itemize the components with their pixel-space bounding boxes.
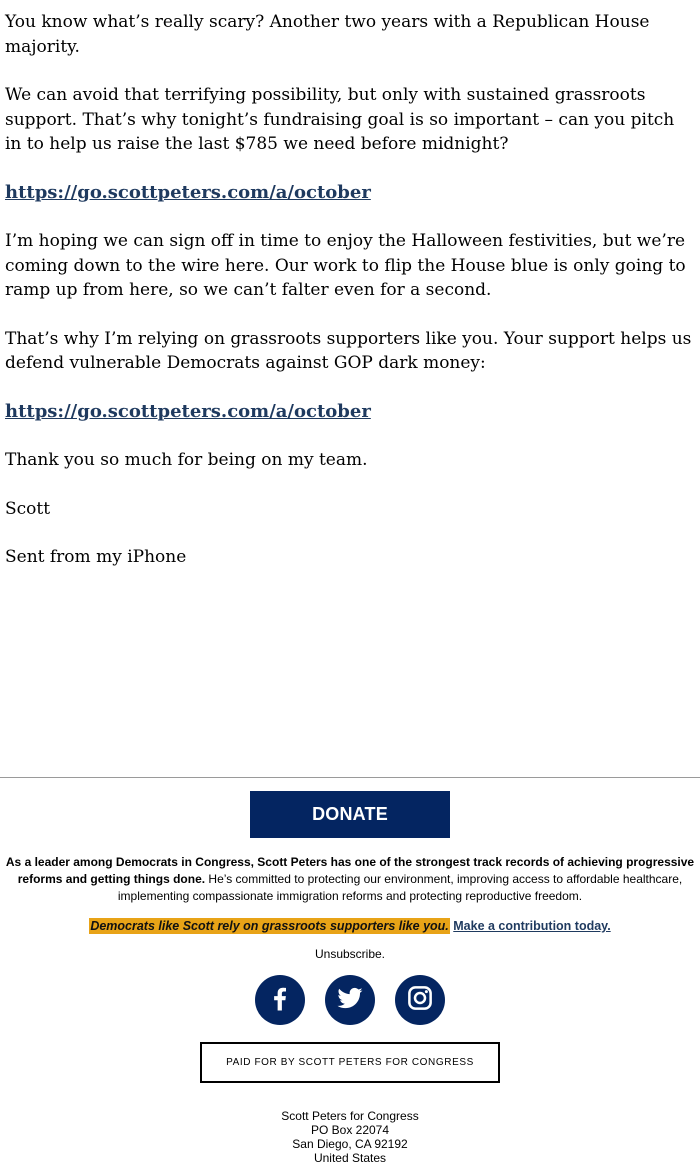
contribution-link[interactable]: Make a contribution today. bbox=[453, 919, 611, 933]
bio-rest: He’s committed to protecting our environment, improving access to affordable healthcare, implementing compassionate immigration reforms and protecting reproductive freedom. bbox=[117, 872, 683, 903]
donation-link-2[interactable]: https://go.scottpeters.com/a/october bbox=[5, 400, 371, 422]
link-paragraph-2 bbox=[5, 400, 695, 425]
paragraph-4: That’s why I’m relying on grassroots supporters like you. Your support helps us defend vulnerable Democrats against GOP dark money: bbox=[5, 328, 692, 373]
cta-highlight: Democrats like Scott rely on grassroots supporters like you. bbox=[90, 919, 449, 933]
social-links bbox=[0, 975, 700, 1025]
paragraph-1: You know what’s really scary? Another two years with a Republican House majority. bbox=[5, 12, 650, 57]
unsubscribe-link[interactable]: Unsubscribe. bbox=[314, 947, 386, 961]
paid-for-box: PAID FOR BY SCOTT PETERS FOR CONGRESS bbox=[200, 1042, 500, 1083]
footer-divider bbox=[0, 777, 700, 778]
facebook-icon bbox=[265, 983, 295, 1018]
mailing-address bbox=[0, 1109, 700, 1165]
sent-from: Sent from my iPhone bbox=[5, 547, 187, 567]
address-line-2: PO Box 22074 bbox=[310, 1123, 390, 1137]
address-line-4: United States bbox=[313, 1151, 387, 1165]
signature: Scott bbox=[5, 498, 51, 519]
address-line-1: Scott Peters for Congress bbox=[281, 1109, 419, 1123]
footer bbox=[0, 791, 700, 1165]
bio-bold: As a leader among Democrats in Congress, Scott Peters has one of the strongest track records of achieving progressive reforms and getting things done. bbox=[5, 855, 695, 886]
twitter-link[interactable] bbox=[325, 975, 375, 1025]
unsubscribe-line bbox=[0, 947, 700, 962]
paragraph-3: I’m hoping we can sign off in time to enjoy the Halloween festivities, but we’re coming down to the wire here. Our work to flip the House blue is only going to ramp up from here, so we can’t falter even for a second. bbox=[5, 231, 686, 300]
instagram-icon bbox=[405, 983, 435, 1018]
paragraph-2: We can avoid that terrifying possibility, but only with sustained grassroots support. That’s why tonight’s fundraising goal is so important – can you pitch in to help us raise the last $785 we need before midnight? bbox=[5, 85, 675, 154]
twitter-icon bbox=[335, 983, 365, 1018]
cta-line bbox=[0, 918, 700, 934]
paragraph-5: Thank you so much for being on my team. bbox=[5, 450, 368, 470]
bio-text bbox=[4, 854, 696, 905]
facebook-link[interactable] bbox=[255, 975, 305, 1025]
link-paragraph-1 bbox=[5, 181, 695, 206]
donation-link-1[interactable]: https://go.scottpeters.com/a/october bbox=[5, 181, 371, 203]
address-line-3: San Diego, CA 92192 bbox=[292, 1137, 408, 1151]
donate-button[interactable]: DONATE bbox=[250, 791, 450, 838]
email-body bbox=[5, 10, 695, 594]
instagram-link[interactable] bbox=[395, 975, 445, 1025]
